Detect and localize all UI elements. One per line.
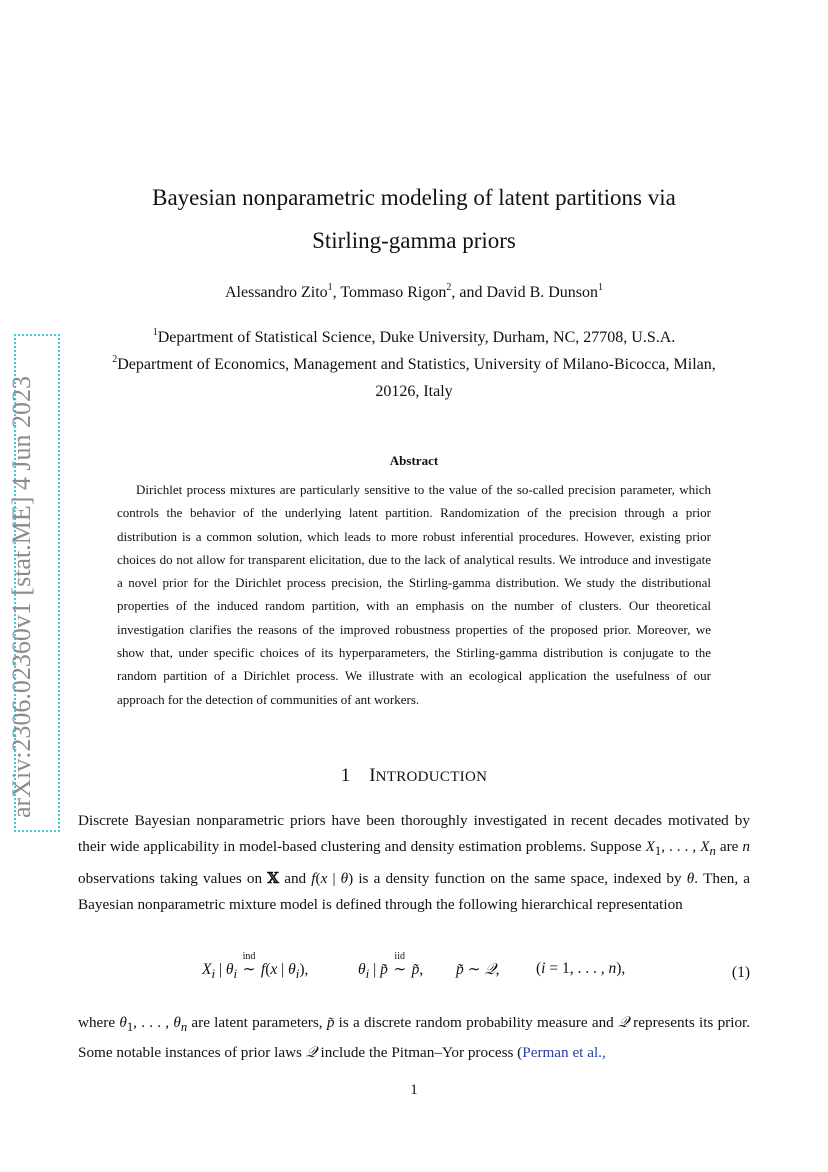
author-3: and David B. Dunson	[459, 284, 599, 301]
affiliations	[78, 324, 750, 405]
author-3-affiliation: 1	[598, 282, 604, 293]
author-1-affiliation: 1	[327, 282, 333, 293]
eq-term-4: (i = 1, . . . , n),	[536, 960, 626, 977]
affiliation-2-cont: 20126, Italy	[375, 383, 453, 400]
paper-title	[90, 176, 738, 262]
abstract-heading: Abstract	[389, 453, 439, 468]
page-number: 1	[410, 1082, 418, 1098]
author-2-affiliation: 2	[446, 282, 452, 293]
eq-term-3: p̃ ∼ 𝒬,	[456, 961, 500, 978]
section-number: 1	[340, 765, 351, 786]
section-title-rest: NTRODUCTION	[375, 769, 488, 785]
arxiv-identifier[interactable]: arXiv:2306.02360v1 [stat.ME] 4 Jun 2023	[7, 376, 36, 818]
eq-term-1: $X_i$ | $\theta_i$ ind ∼ f(x | $\theta_i$),	[202, 951, 309, 982]
citation-link[interactable]: Perman et al.,	[522, 1044, 606, 1062]
author-2: Tommaso Rigon	[340, 284, 447, 301]
section-title-initial: I	[369, 765, 376, 786]
abstract-text: Dirichlet process mixtures are particularly sensitive to the value of the so-called precision parameter, which controls the behavior of the underlying latent partition. Randomization of the precision through a prior distribution is a common solution, which leads to more robust inferential procedures. However, existing prior choices do not allow for transparent elicitation, due to the lack of analytical results. We introduce and investigate a novel prior for the Dirichlet process precision, the Stirling-gamma distribution. We study the distributional properties of the induced random partition, with an emphasis on the number of clusters. Our theoretical investigation clarifies the reasons of the improved robustness properties of the proposed prior. Moreover, we show that, under specific choices of its hyperparameters, the Stirling-gamma distribution is conjugate to the random partition of a Dirichlet process. We illustrate with an ecological application the usefulness of our approach for the detection of communities of ant workers.	[117, 482, 711, 707]
intro-paragraph: Discrete Bayesian nonparametric priors have been thoroughly investigated in recent decades motivated by their wide applicability in model-based clustering and density estimation problems. Suppose $X_1$, . . . , $X_n$ are n observations taking values on 𝕏 and f(x | θ) is a density function on the same space, indexed by θ. Then, a Bayesian nonparametric mixture model is defined through the following hierarchical representation	[78, 812, 751, 913]
affiliation-2: $^2$Department of Economics, Management and Statistics, University of Milano-Bicocca, Milan,	[112, 354, 716, 373]
author-1: Alessandro Zito	[224, 284, 328, 301]
affiliation-1: $^1$Department of Statistical Science, Duke University, Durham, NC, 27708, U.S.A.	[152, 327, 676, 346]
eq-term-2: $\theta_i$ | p̃ iid ∼ p̃,	[358, 951, 424, 982]
title-line-1: Bayesian nonparametric modeling of latent partitions via	[152, 185, 676, 210]
equation-number: (1)	[731, 964, 750, 981]
author-list: Alessandro Zito$^1$, Tommaso Rigon$^2$, and David B. Dunson$^1$	[224, 282, 604, 301]
title-line-2: Stirling-gamma priors	[312, 228, 516, 253]
post-equation-paragraph: where $\theta_1$, . . . , $\theta_n$ are latent parameters, p̃ is a discrete random probability measure and 𝒬 represents its prior. Some notable instances of prior laws 𝒬 include the Pitman–Yor process (Perman et al.,	[78, 1014, 751, 1062]
section-heading	[90, 765, 738, 787]
equation-1	[78, 951, 750, 990]
